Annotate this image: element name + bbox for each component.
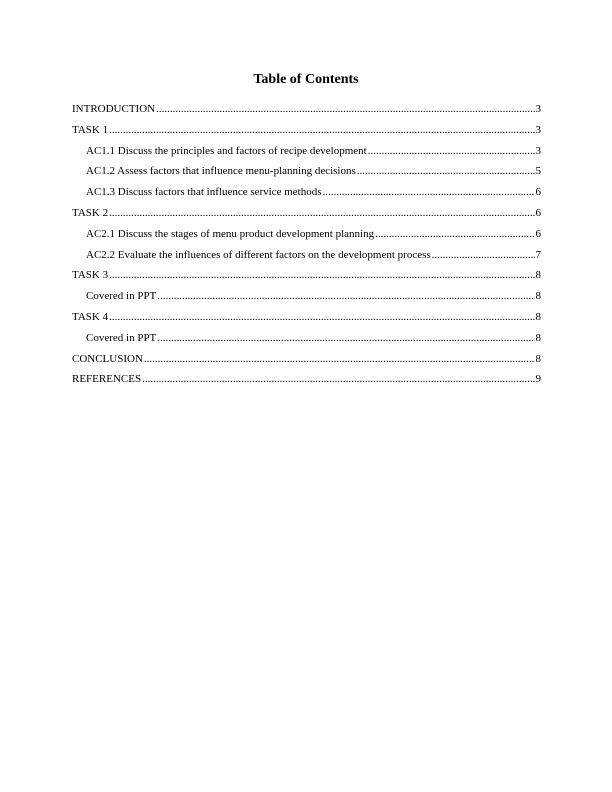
toc-entry-label: AC1.3 Discuss factors that influence service methods <box>86 186 322 199</box>
toc-dot-leader <box>109 123 534 137</box>
toc-dot-leader <box>109 268 534 282</box>
toc-title: Table of Contents <box>253 72 359 87</box>
toc-dot-leader <box>357 164 535 178</box>
toc-entry-page-number: 8 <box>535 310 541 323</box>
toc-entry-ac1-3[interactable] <box>72 185 541 206</box>
toc-entry-label: TASK 4 <box>72 310 109 323</box>
toc-entry-label: TASK 2 <box>72 206 109 219</box>
toc-entry-task-4-covered-in-ppt[interactable] <box>72 331 541 352</box>
toc-entry-page-number: 8 <box>535 290 541 303</box>
toc-entry-label: AC1.2 Assess factors that influence menu-planning decisions <box>86 165 356 178</box>
toc-dot-leader <box>109 310 534 324</box>
toc-entry-task-4[interactable] <box>72 310 541 331</box>
toc-entry-page-number: 6 <box>535 186 541 199</box>
toc-entry-page-number: 3 <box>535 144 541 157</box>
toc-entry-ac2-1[interactable] <box>72 227 541 248</box>
toc-entry-label: CONCLUSION <box>72 352 143 365</box>
toc-entry-ac2-2[interactable] <box>72 248 541 269</box>
toc-dot-leader <box>156 102 534 116</box>
toc-entry-label: Covered in PPT <box>86 290 157 303</box>
toc-entry-page-number: 8 <box>535 331 541 344</box>
toc-dot-leader <box>432 248 535 262</box>
toc-entry-conclusion[interactable] <box>72 352 541 373</box>
toc-entry-label: AC2.1 Discuss the stages of menu product development planning <box>86 227 375 240</box>
toc-entry-task-3-covered-in-ppt[interactable] <box>72 289 541 310</box>
toc-dot-leader <box>157 331 534 345</box>
toc-entry-ac1-1[interactable] <box>72 144 541 165</box>
toc-dot-leader <box>109 206 534 220</box>
toc-entry-page-number: 5 <box>535 165 541 178</box>
toc-entry-ac1-2[interactable] <box>72 164 541 185</box>
toc-dot-leader <box>323 185 535 199</box>
toc-entry-page-number: 3 <box>535 123 541 136</box>
toc-entry-task-2[interactable] <box>72 206 541 227</box>
toc-dot-leader <box>375 227 534 241</box>
toc-entry-references[interactable] <box>72 372 541 393</box>
toc-entry-task-3[interactable] <box>72 268 541 289</box>
toc-list <box>72 102 541 393</box>
toc-entry-page-number: 8 <box>535 352 541 365</box>
toc-entry-label: Covered in PPT <box>86 331 157 344</box>
toc-entry-introduction[interactable] <box>72 102 541 123</box>
toc-dot-leader <box>368 144 535 158</box>
toc-entry-page-number: 6 <box>535 206 541 219</box>
toc-entry-label: AC2.2 Evaluate the influences of different factors on the development process <box>86 248 431 261</box>
toc-dot-leader <box>157 289 534 303</box>
toc-entry-label: TASK 1 <box>72 123 109 136</box>
toc-entry-label: TASK 3 <box>72 269 109 282</box>
toc-entry-label: INTRODUCTION <box>72 103 156 115</box>
toc-entry-page-number: 3 <box>535 103 541 115</box>
toc-dot-leader <box>142 372 534 386</box>
toc-entry-task-1[interactable] <box>72 123 541 144</box>
toc-dot-leader <box>144 352 535 366</box>
toc-entry-page-number: 8 <box>535 269 541 282</box>
toc-entry-page-number: 9 <box>535 373 541 386</box>
toc-entry-label: AC1.1 Discuss the principles and factors of recipe development <box>86 144 367 157</box>
toc-entry-page-number: 6 <box>535 227 541 240</box>
toc-entry-page-number: 7 <box>535 248 541 261</box>
toc-entry-label: REFERENCES <box>72 373 142 386</box>
